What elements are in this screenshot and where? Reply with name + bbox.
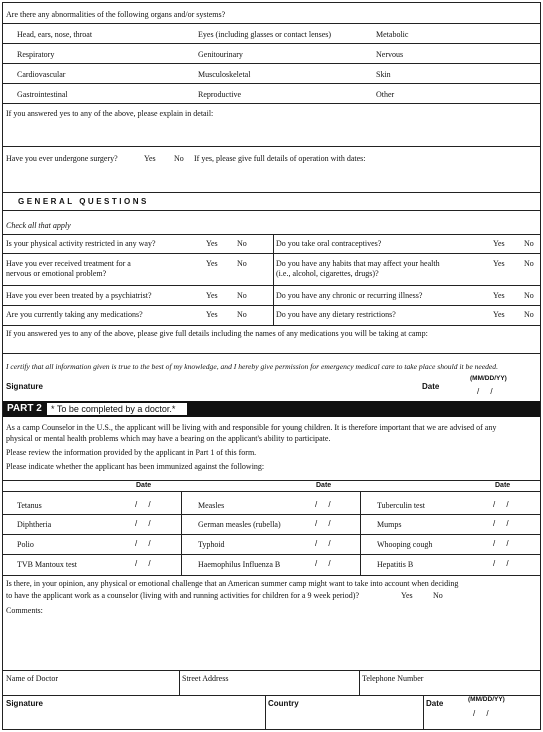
date-format-label: (MM/DD/YY): [470, 375, 507, 382]
yes-option[interactable]: Yes: [493, 291, 505, 300]
no-option[interactable]: No: [237, 239, 247, 248]
immunization-item: Tetanus: [17, 501, 42, 510]
no-option[interactable]: No: [524, 239, 534, 248]
general-question: Do you have any habits that may affect your health: [276, 259, 440, 268]
part2-intro: As a camp Counselor in the U.S., the applicant will be living with and responsible for young children. It is therefore important that we are advised of any: [6, 423, 497, 432]
general-question: Are you currently taking any medications?: [6, 310, 143, 319]
certification-statement: I certify that all information given is true to the best of my knowledge, and I hereby give permission for emergency medical care to take place should it be needed.: [6, 362, 498, 371]
date-input[interactable]: / /: [315, 519, 331, 528]
divider: [3, 480, 540, 481]
medications-detail-label: If you answered yes to any of the above, please give full details including the names of any medications you will be taking at camp:: [6, 329, 428, 338]
yes-option[interactable]: Yes: [206, 310, 218, 319]
divider: [3, 670, 540, 671]
divider: [3, 63, 540, 64]
surgery-question: Have you ever undergone surgery?: [6, 154, 118, 163]
immunization-item: Diphtheria: [17, 520, 52, 529]
divider: [3, 23, 540, 24]
check-all-label: Check all that apply: [6, 221, 71, 230]
organ-item[interactable]: Genitourinary: [198, 50, 243, 59]
immunization-item: TVB Mantoux test: [17, 560, 77, 569]
organ-item[interactable]: Nervous: [376, 50, 404, 59]
date-input[interactable]: / /: [135, 519, 151, 528]
divider: [360, 491, 361, 575]
organ-item[interactable]: Other: [376, 90, 395, 99]
organs-explain-label: If you answered yes to any of the above, please explain in detail:: [6, 109, 214, 118]
divider: [3, 491, 540, 492]
part2-label: PART 2: [7, 403, 42, 414]
organ-item[interactable]: Gastrointestinal: [17, 90, 68, 99]
organ-item[interactable]: Skin: [376, 70, 391, 79]
date-input[interactable]: / /: [493, 519, 509, 528]
divider: [3, 83, 540, 84]
divider: [3, 234, 540, 235]
immunization-item: Whooping cough: [377, 540, 433, 549]
surgery-yes-option[interactable]: Yes: [144, 154, 156, 163]
date-input[interactable]: / /: [477, 387, 493, 396]
organ-item[interactable]: Head, ears, nose, throat: [17, 30, 93, 39]
divider: [3, 210, 540, 211]
immunization-item: Measles: [198, 501, 225, 510]
immunization-item: German measles (rubella): [198, 520, 281, 529]
divider: [179, 670, 180, 695]
date-input[interactable]: / /: [315, 559, 331, 568]
date-input[interactable]: / /: [135, 559, 151, 568]
no-option[interactable]: No: [524, 259, 534, 268]
divider: [3, 695, 540, 696]
organs-question: Are there any abnormalities of the following organs and/or systems?: [6, 10, 226, 19]
yes-option[interactable]: Yes: [206, 291, 218, 300]
divider: [3, 554, 540, 555]
country-field[interactable]: Country: [268, 699, 299, 708]
doctor-name-field[interactable]: Name of Doctor: [6, 674, 58, 683]
date-input[interactable]: / /: [493, 500, 509, 509]
date-input[interactable]: / /: [135, 539, 151, 548]
challenge-question-cont: to have the applicant work as a counselor (living with and running activities for children for a 9 week period)?: [6, 591, 359, 600]
no-option[interactable]: No: [237, 310, 247, 319]
divider: [3, 575, 540, 576]
divider: [3, 43, 540, 44]
organ-item[interactable]: Reproductive: [198, 90, 242, 99]
divider: [265, 695, 266, 729]
part2-intro: Please review the information provided by the applicant in Part 1 of this form.: [6, 448, 257, 457]
divider: [3, 146, 540, 147]
general-question: Is your physical activity restricted in any way?: [6, 239, 156, 248]
medical-form: [2, 2, 541, 730]
divider: [359, 670, 360, 695]
challenge-question: Is there, in your opinion, any physical or emotional challenge that an American summer camp might want to take into account when deciding: [6, 579, 459, 588]
no-option[interactable]: No: [237, 259, 247, 268]
organ-item[interactable]: Metabolic: [376, 30, 409, 39]
date-input[interactable]: / /: [135, 500, 151, 509]
date-label: Date: [422, 382, 440, 391]
part2-intro: physical or mental health problems which may have a bearing on the applicant's ability to participate.: [6, 434, 331, 443]
challenge-yes-option[interactable]: Yes: [401, 591, 413, 600]
doctor-date-label: Date: [426, 699, 444, 708]
part2-header: [3, 401, 540, 417]
organ-item[interactable]: Eyes (including glasses or contact lenses): [198, 30, 332, 39]
yes-option[interactable]: Yes: [206, 259, 218, 268]
no-option[interactable]: No: [524, 310, 534, 319]
general-question-cont: (i.e., alcohol, cigarettes, drugs)?: [276, 269, 379, 278]
immunization-item: Typhoid: [198, 540, 225, 549]
telephone-field[interactable]: Telephone Number: [362, 674, 424, 683]
immunization-item: Hepatitis B: [377, 560, 414, 569]
part2-subtitle: * To be completed by a doctor.*: [47, 403, 187, 415]
challenge-no-option[interactable]: No: [433, 591, 443, 600]
divider: [3, 353, 540, 354]
general-question: Have you ever received treatment for a: [6, 259, 131, 268]
general-question: Do you have any dietary restrictions?: [276, 310, 396, 319]
date-input[interactable]: / /: [315, 500, 331, 509]
immunization-item: Haemophilus Influenza B: [198, 560, 281, 569]
no-option[interactable]: No: [524, 291, 534, 300]
divider: [181, 491, 182, 575]
date-input[interactable]: / /: [493, 559, 509, 568]
general-question-cont: nervous or emotional problem?: [6, 269, 107, 278]
yes-option[interactable]: Yes: [493, 239, 505, 248]
divider: [3, 305, 540, 306]
part2-intro: Please indicate whether the applicant has been immunized against the following:: [6, 462, 265, 471]
organ-item[interactable]: Respiratory: [17, 50, 55, 59]
divider: [3, 192, 540, 193]
date-column-label: Date: [495, 482, 511, 489]
divider: [423, 695, 424, 729]
general-question: Do you have any chronic or recurring illness?: [276, 291, 423, 300]
surgery-no-option[interactable]: No: [174, 154, 184, 163]
yes-option[interactable]: Yes: [493, 259, 505, 268]
comments-label: Comments:: [6, 606, 43, 615]
date-input[interactable]: / /: [315, 539, 331, 548]
divider: [3, 325, 540, 326]
surgery-detail-label: If yes, please give full details of operation with dates:: [194, 154, 366, 163]
immunization-item: Tuberculin test: [377, 501, 425, 510]
yes-option[interactable]: Yes: [493, 310, 505, 319]
date-column-label: Date: [136, 482, 152, 489]
divider: [3, 534, 540, 535]
date-input[interactable]: / /: [473, 709, 489, 718]
no-option[interactable]: No: [237, 291, 247, 300]
divider: [273, 234, 274, 325]
general-questions-heading: GENERAL QUESTIONS: [18, 197, 149, 206]
organ-item[interactable]: Cardiovascular: [17, 70, 66, 79]
date-input[interactable]: / /: [493, 539, 509, 548]
street-address-field[interactable]: Street Address: [182, 674, 229, 683]
signature-label: Signature: [6, 382, 43, 391]
divider: [3, 514, 540, 515]
date-column-label: Date: [316, 482, 332, 489]
general-question: Have you ever been treated by a psychiatrist?: [6, 291, 152, 300]
divider: [3, 103, 540, 104]
organ-item[interactable]: Musculoskeletal: [198, 70, 251, 79]
immunization-item: Polio: [17, 540, 34, 549]
immunization-item: Mumps: [377, 520, 402, 529]
date-format-label: (MM/DD/YY): [468, 696, 505, 703]
general-question: Do you take oral contraceptives?: [276, 239, 382, 248]
divider: [3, 285, 540, 286]
divider: [3, 253, 540, 254]
doctor-signature-field[interactable]: Signature: [6, 699, 43, 708]
yes-option[interactable]: Yes: [206, 239, 218, 248]
